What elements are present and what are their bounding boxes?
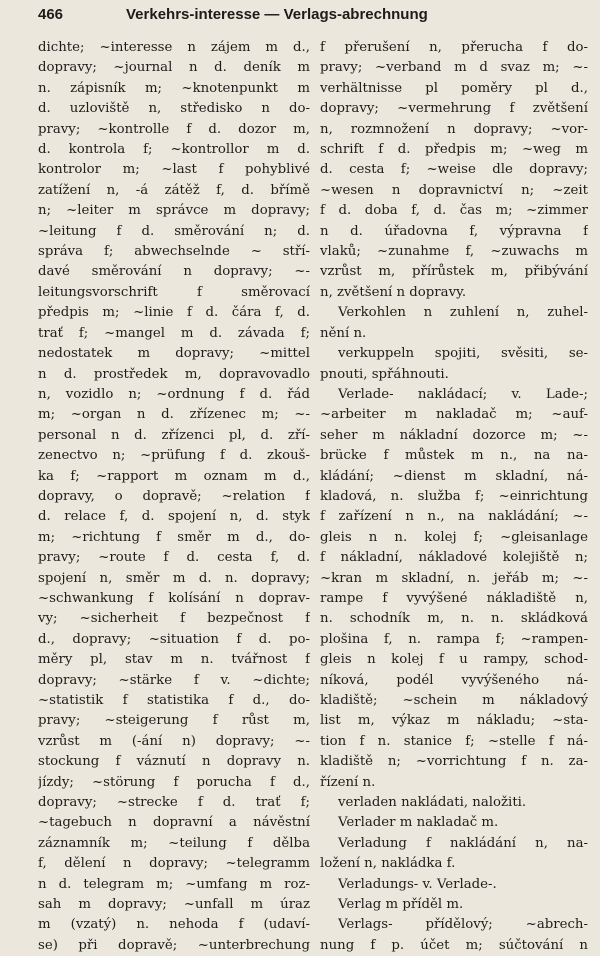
text-line: n. zápisník m; ~knotenpunkt m [38, 80, 310, 96]
text-line: správa f; abwechselnde ~ stří- [38, 244, 310, 260]
text-line: kladiště n; ~vorrichtung f n. za- [320, 754, 588, 770]
text-line: Verlade- nakládací; v. Lade-; [338, 386, 588, 402]
page-header [38, 6, 588, 30]
text-line: n d. úřadovna f, výpravna f [320, 223, 588, 239]
text-line: ~schwankung f kolísání n doprav- [38, 590, 310, 606]
running-head: Verkehrs-interesse — Verlags-abrechnung [126, 6, 428, 23]
text-line: dopravy; ~strecke f d. trať f; [38, 795, 310, 811]
text-line: n d. telegram m; ~umfang m roz- [38, 876, 310, 892]
text-line: dopravy; ~journal n d. deník m [38, 60, 310, 76]
text-line: řízení n. [320, 774, 376, 790]
text-line: záznamník m; ~teilung f dělba [38, 835, 310, 851]
text-line: dopravy; ~stärke f v. ~dichte; [38, 672, 310, 688]
text-line: verkuppeln spojiti, svěsiti, se- [338, 346, 588, 362]
text-line: davé směrování n dopravy; ~- [38, 264, 310, 280]
text-line: vlaků; ~zunahme f, ~zuwachs m [320, 244, 588, 260]
text-line: měry pl, stav m n. tvářnost f [38, 652, 310, 668]
text-line: ~arbeiter m nakladač m; ~auf- [320, 407, 588, 423]
text-line: m (vzatý) n. nehoda f (udaví- [38, 917, 310, 933]
text-line: f nákladní, nákladové kolejiště n; [320, 550, 588, 566]
text-line: Verlags- přídělový; ~abrech- [338, 917, 588, 933]
text-line: leitungsvorschrift f směrovací [38, 284, 310, 300]
text-line: zenectvo n; ~prüfung f d. zkouš- [38, 448, 310, 464]
text-line: n; ~leiter m správce m dopravy; [38, 203, 310, 219]
text-line: dopravy; ~vermehrung f zvětšení [320, 101, 588, 117]
text-line: Verladungs- v. Verlade-. [338, 876, 497, 892]
text-line: seher m nákladní dozorce m; ~- [320, 427, 588, 443]
text-line: brücke f můstek m n., na na- [320, 448, 588, 464]
page-number: 466 [38, 6, 64, 23]
text-line: personal n d. zřízenci pl, d. zří- [38, 427, 310, 443]
text-line: pravy; ~route f d. cesta f, d. [38, 550, 310, 566]
text-line: d., dopravy; ~situation f d. po- [38, 631, 310, 647]
text-line: dichte; ~interesse n zájem m d., [38, 40, 310, 55]
left-column [38, 38, 310, 956]
text-line: ~statistik f statistika f d., do- [38, 693, 310, 708]
text-line: m; ~richtung f směr m d., do- [38, 529, 310, 545]
text-line: jízdy; ~störung f porucha f d., [38, 774, 310, 790]
text-line: f d. doba f, d. čas m; ~zimmer [320, 203, 588, 219]
text-line: list m, výkaz m nákladu; ~sta- [320, 713, 588, 729]
text-line: vy; ~sicherheit f bezpečnost f [38, 611, 310, 627]
text-line: ložení n, nakládka f. [320, 856, 456, 872]
text-line: pravy; ~kontrolle f d. dozor m, [38, 121, 310, 137]
text-line: pnouti, spřáhnouti. [320, 366, 449, 382]
text-line: sah m dopravy; ~unfall m úraz [38, 897, 310, 913]
text-line: f přerušení n, přerucha f do- [320, 40, 588, 55]
text-line: ~wesen n dopravnictví n; ~zeit [320, 182, 588, 198]
text-line: vzrůst m (-ání n) dopravy; ~- [38, 733, 310, 749]
text-line: d. cesta f; ~weise dle dopravy; [320, 162, 588, 178]
text-line: schrift f d. předpis m; ~weg m [320, 142, 588, 158]
text-line: níková, podél vyvýšeného ná- [320, 672, 588, 688]
text-line: d. relace f, d. spojení n, d. styk [38, 509, 310, 525]
text-line: tion f n. stanice f; ~stelle f ná- [320, 733, 588, 749]
text-line: Verkohlen n zuhlení n, zuhel- [338, 305, 588, 321]
text-line: nění n. [320, 325, 367, 341]
text-line: ~tagebuch n dopravní a návěstní [38, 815, 310, 831]
text-line: Verladung f nakládání n, na- [338, 835, 588, 851]
text-line: ka f; ~rapport m oznam m d., [38, 468, 310, 484]
text-line: ~leitung f d. směrování n; d. [38, 223, 310, 239]
text-line: ~kran m skladní, n. jeřáb m; ~- [320, 570, 588, 586]
text-line: pravy; ~verband m d svaz m; ~- [320, 60, 588, 76]
text-line: zatížení n, -á zátěž f, d. břímě [38, 182, 310, 198]
text-line: n, zvětšení n dopravy. [320, 284, 467, 300]
text-line: gleis n kolej f u rampy, schod- [320, 652, 588, 668]
text-line: spojení n, směr m d. n. dopravy; [38, 570, 310, 586]
text-line: Verlader m nakladač m. [338, 815, 499, 831]
text-line: verladen nakládati, naložiti. [338, 795, 527, 811]
text-line: Verlag m příděl m. [338, 897, 464, 913]
text-line: n d. prostředek m, dopravovadlo [38, 366, 310, 382]
text-line: n. schodník m, n. n. skládková [320, 611, 588, 627]
right-column [320, 38, 588, 956]
text-line: rampe f vyvýšené nákladiště n, [320, 590, 588, 606]
text-line: vzrůst m, přírůstek m, přibývání [320, 264, 588, 280]
text-line: kladová, n. služba f; ~einrichtung [320, 488, 588, 504]
text-line: stockung f váznutí n dopravy n. [38, 754, 310, 770]
text-line: m; ~organ n d. zřízenec m; ~- [38, 407, 310, 423]
text-line: gleis n n. kolej f; ~gleisanlage [320, 529, 588, 545]
text-line: f, dělení n dopravy; ~telegramm [38, 856, 310, 872]
text-line: trať f; ~mangel m d. závada f; [38, 325, 310, 341]
text-line: předpis m; ~linie f d. čára f, d. [38, 305, 310, 321]
text-line: n, vozidlo n; ~ordnung f d. řád [38, 386, 310, 402]
text-line: kladiště; ~schein m nákladový [320, 693, 588, 708]
text-line: n, rozmnožení n dopravy; ~vor- [320, 121, 588, 137]
text-line: plošina f, n. rampa f; ~rampen- [320, 631, 588, 647]
text-line: d. kontrola f; ~kontrollor m d. [38, 142, 310, 158]
text-line: d. uzloviště n, středisko n do- [38, 101, 310, 117]
text-line: pravy; ~steigerung f růst m, [38, 713, 310, 729]
text-line: nung f p. účet m; súčtování n [320, 937, 588, 953]
text-line: verhältnisse pl poměry pl d., [320, 80, 588, 96]
text-line: dopravy, o dopravě; ~relation f [38, 488, 310, 504]
text-line: nedostatek m dopravy; ~mittel [38, 346, 310, 362]
text-line: kládání; ~dienst m skladní, ná- [320, 468, 588, 484]
text-line: se) při dopravě; ~unterbrechung [38, 937, 310, 953]
text-line: f zařízení n n., na nakládání; ~- [320, 509, 588, 525]
text-line: kontrolor m; ~last f pohyblivé [38, 162, 310, 178]
